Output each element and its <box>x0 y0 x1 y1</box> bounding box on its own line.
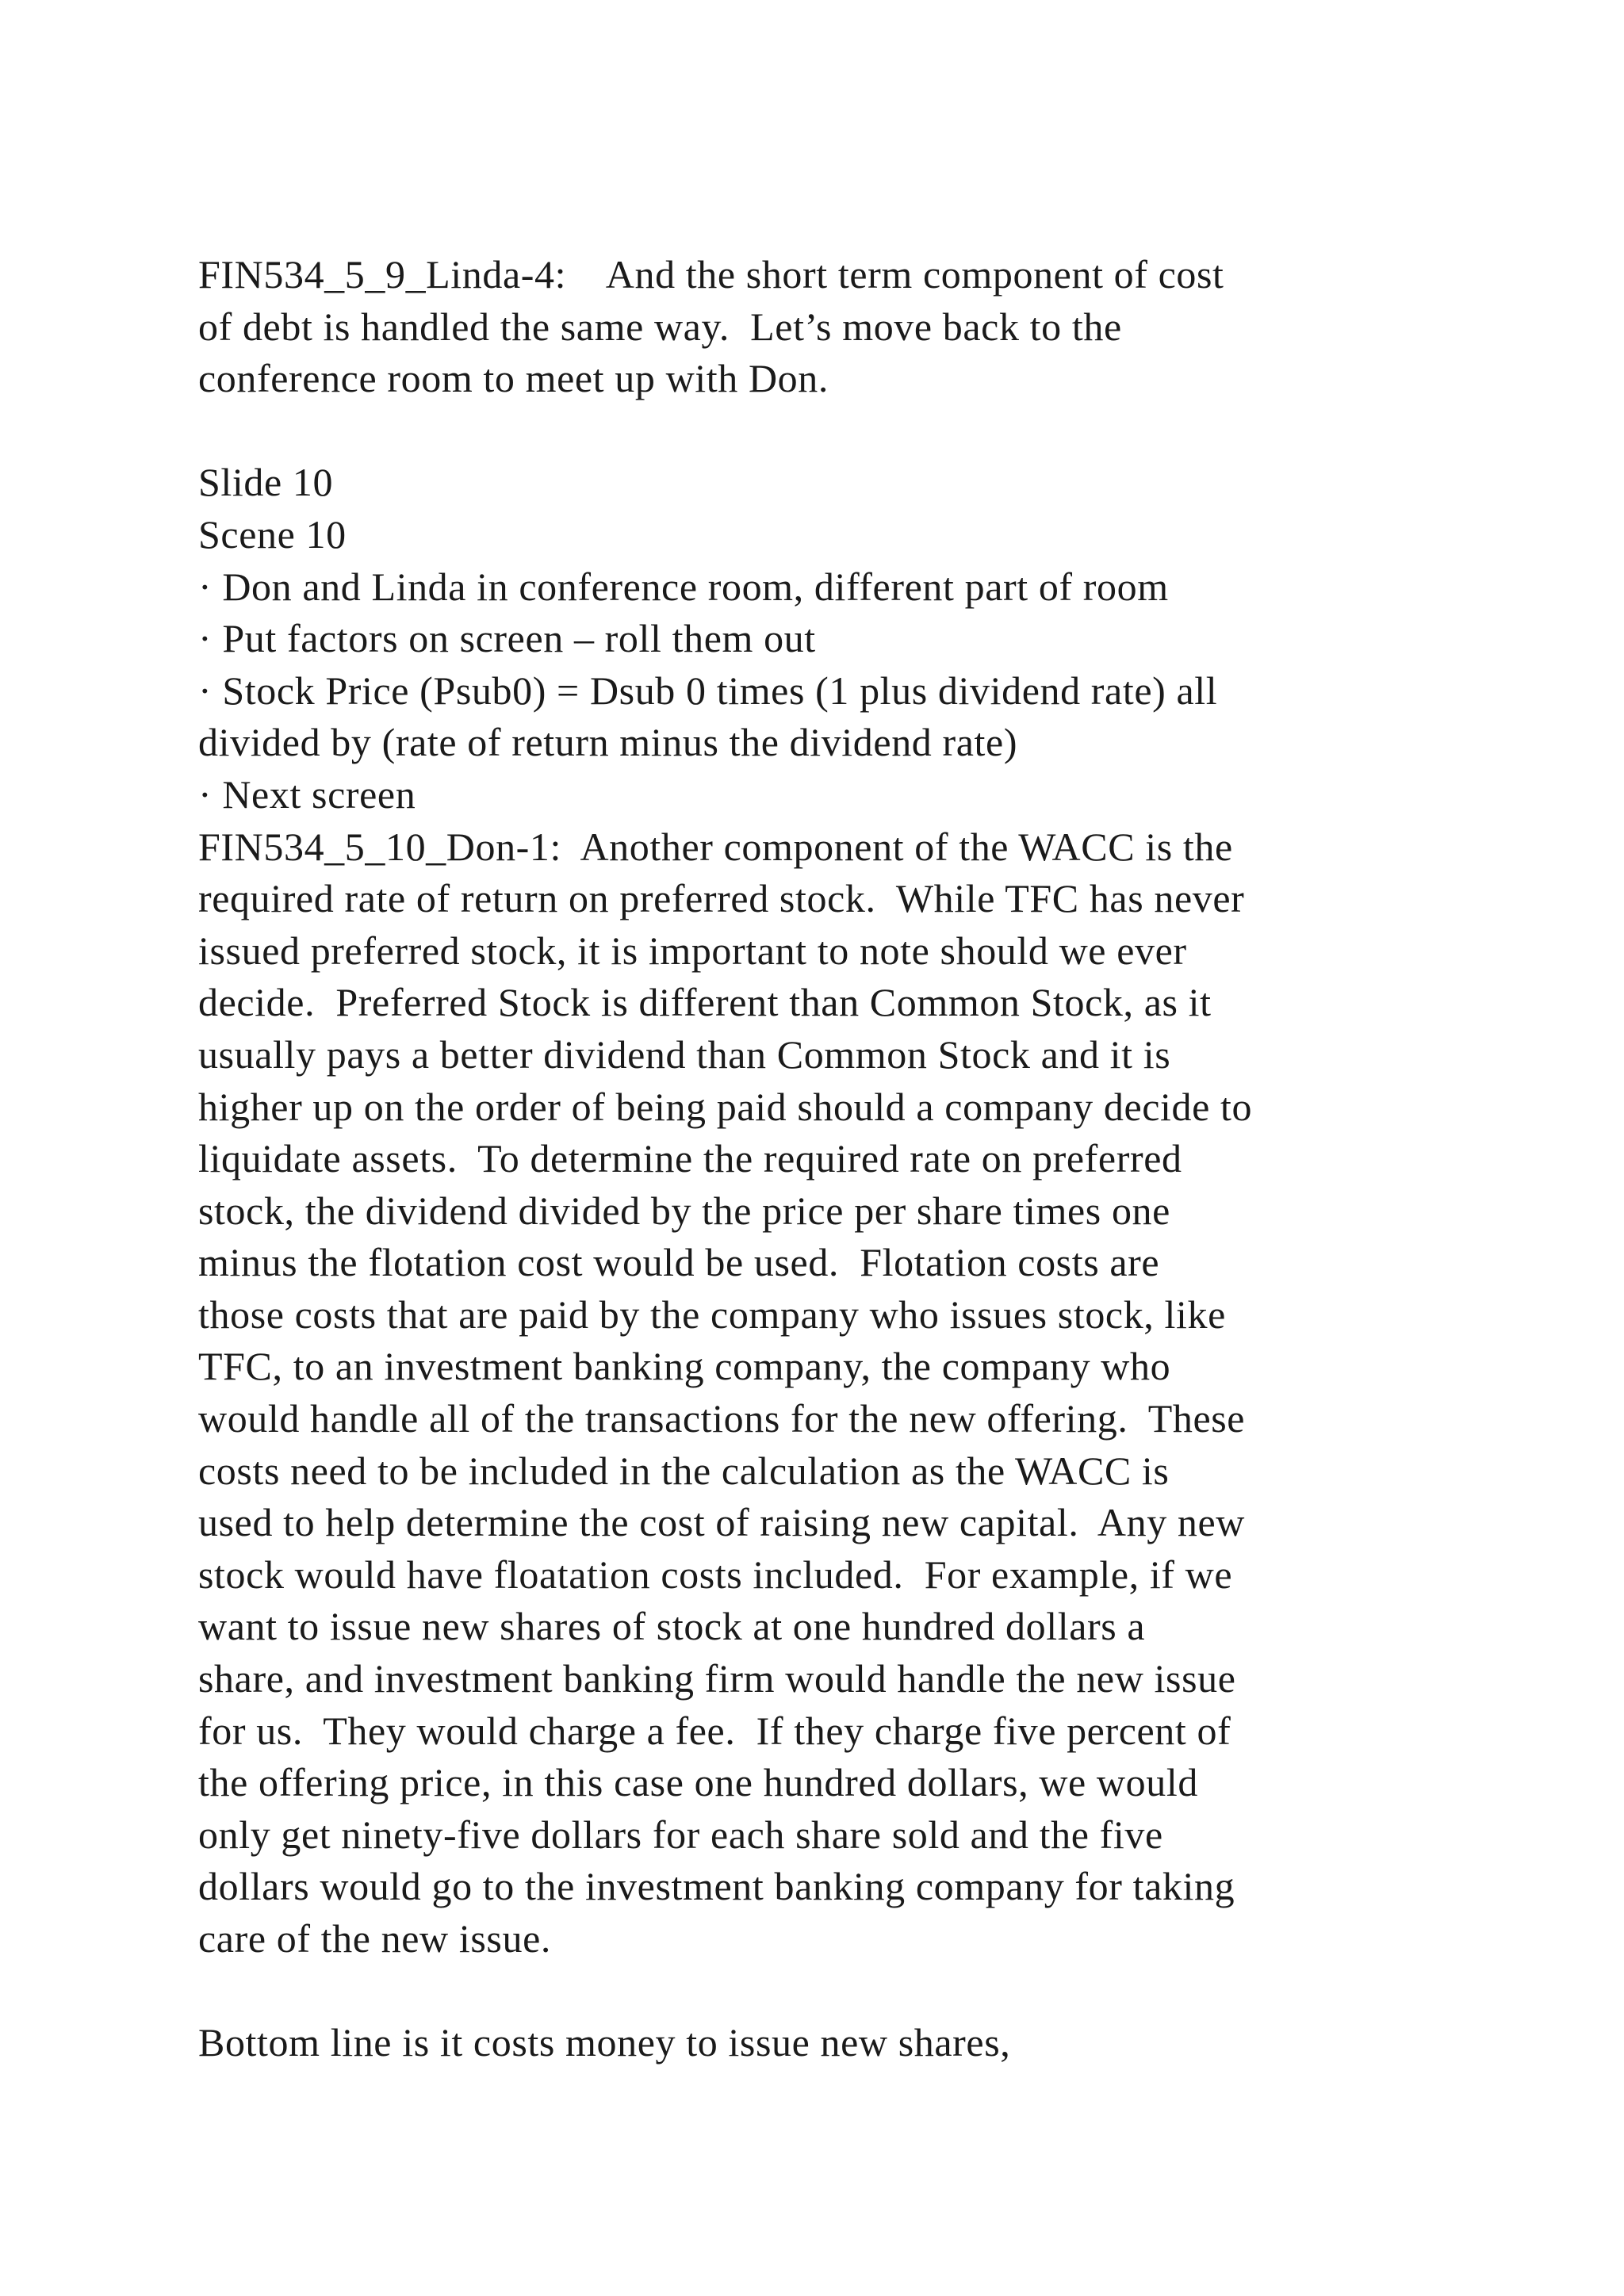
text-line: costs need to be included in the calculation as the WACC is <box>198 1448 1170 1493</box>
text-line: for us. They would charge a fee. If they charge five percent of <box>198 1708 1231 1753</box>
text-line: those costs that are paid by the company who issues stock, like <box>198 1292 1226 1337</box>
text-line: stock would have floatation costs included. For example, if we <box>198 1552 1233 1597</box>
text-line: only get ninety-five dollars for each share sold and the five <box>198 1812 1163 1857</box>
text-line: of debt is handled the same way. Let’s move back to the <box>198 304 1122 349</box>
text-line: FIN534_5_10_Don-1: Another component of the WACC is the <box>198 824 1233 869</box>
text-line: divided by (rate of return minus the dividend rate) <box>198 720 1018 765</box>
paragraph-slide-10 <box>198 457 1467 1965</box>
text-line: would handle all of the transactions for the new offering. These <box>198 1396 1246 1441</box>
bullet-item: · Don and Linda in conference room, different part of room <box>198 564 1169 609</box>
text-line: TFC, to an investment banking company, the company who <box>198 1344 1171 1389</box>
text-line: usually pays a better dividend than Common Stock and it is <box>198 1031 1171 1077</box>
paragraph-spacer <box>198 1965 1467 2018</box>
text-line: decide. Preferred Stock is different than Common Stock, as it <box>198 980 1212 1025</box>
text-line: care of the new issue. <box>198 1916 551 1961</box>
scene-heading: Scene 10 <box>198 511 347 557</box>
text-line: higher up on the order of being paid should a company decide to <box>198 1084 1253 1129</box>
document-page <box>198 249 1467 2069</box>
text-line: issued preferred stock, it is important to note should we ever <box>198 928 1187 973</box>
paragraph-linda-4 <box>198 249 1467 405</box>
text-line: liquidate assets. To determine the required rate on preferred <box>198 1136 1182 1181</box>
text-line: dollars would go to the investment banking company for taking <box>198 1864 1235 1909</box>
text-line: Bottom line is it costs money to issue new shares, <box>198 2020 1011 2065</box>
text-line: required rate of return on preferred stock. While TFC has never <box>198 876 1245 921</box>
text-line: share, and investment banking firm would handle the new issue <box>198 1656 1236 1701</box>
text-line: stock, the dividend divided by the price per share times one <box>198 1188 1170 1233</box>
slide-heading: Slide 10 <box>198 460 334 505</box>
bullet-item: · Put factors on screen – roll them out <box>198 616 816 661</box>
bullet-item: · Next screen <box>198 771 416 817</box>
text-line: minus the flotation cost would be used. Flotation costs are <box>198 1240 1160 1285</box>
paragraph-spacer <box>198 405 1467 457</box>
text-line: conference room to meet up with Don. <box>198 356 829 401</box>
bullet-item: · Stock Price (Psub0) = Dsub 0 times (1 plus dividend rate) all <box>198 668 1218 713</box>
text-line: FIN534_5_9_Linda-4: And the short term component of cost <box>198 252 1224 297</box>
text-line: want to issue new shares of stock at one hundred dollars a <box>198 1604 1146 1649</box>
paragraph-bottom-line <box>198 2017 1467 2069</box>
text-line: used to help determine the cost of raising new capital. Any new <box>198 1500 1245 1545</box>
text-line: the offering price, in this case one hundred dollars, we would <box>198 1760 1198 1805</box>
